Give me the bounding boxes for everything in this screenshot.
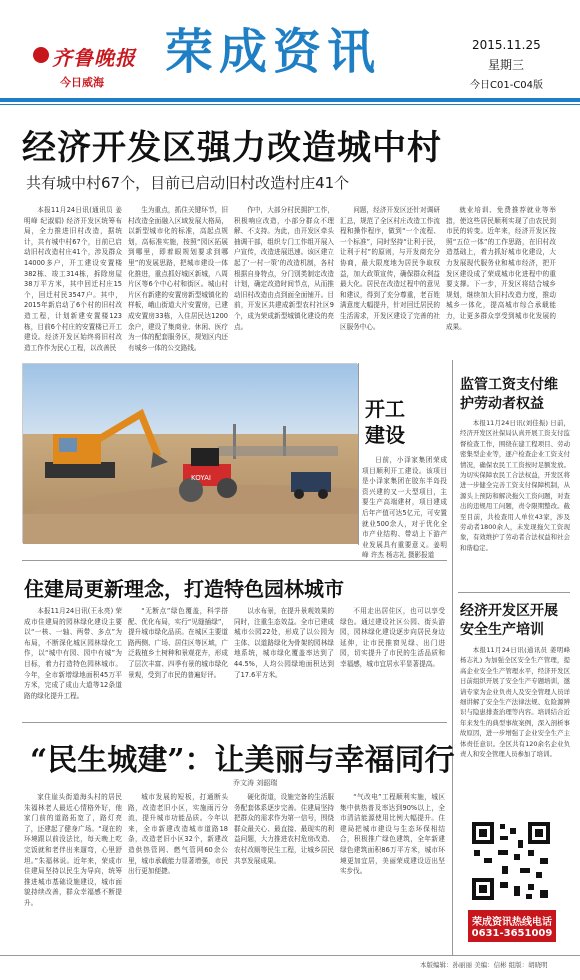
story3-column-1: 家住崖头街道海头村的居民朱福林老人最近心情格外好，他家门前的道路拓宽了，路灯亮了，还建起了健身广场。“现在的环境跟以前没法比，每天晚上吃完饭就和老伴出来遛弯，心里舒坦。”朱福林说。近年来，荣成市住建局坚持以民生为导向，统筹推进城市基础设施建设，城市面貌持续改善，群众幸福感不断提升。 xyxy=(24,793,122,907)
masthead-rule xyxy=(0,98,580,102)
story2-column-3: 以水布景，在提升景观效果的同时，注重生态效益。全市已建成城市公园22处，形成了以公园为主体、以道路绿化为骨架的园林绿地系统，城市绿化覆盖率达到了44.5%，人均公园绿地面积达到了17.6平方米。 xyxy=(234,607,334,679)
section-title: 荣成资讯 xyxy=(165,24,382,80)
hotline-title: 荣成资讯热线电话 xyxy=(472,917,552,928)
hotline-number: 0631-3651009 xyxy=(471,928,553,939)
lead-column-1: 本报11月24日讯(通讯员 姜明峰 纪淑娟) 经济开发区统筹布局，全力推进旧村改造，据统计，共有城中村67个，目前已启动旧村改造村庄41个，涉及群众14000多户，开工建设安置楼382栋、竣工314栋，拆除房屋38万平方米，其中回迁村庄15个，回迁村民3547户。其中，2015年新启动了6个村的旧村改造工程，计划新建安置楼123栋，目前6个村庄的安置楼已开工建设。经济开发区始终将旧村改造工作作为民心工程，以改善民 xyxy=(24,206,122,352)
footer-rule xyxy=(0,955,580,956)
lead-column-3: 作中，大部分村民拥护工作，积极响应改造，小部分群众不理解、不支持。为此，由开发区牵头抽调干部，组织专门工作组开展入户宣传，改造进展迅速。该区建立起了‘一村一策’的改造机制，各村根据自身特点，分门别类制定改造计划，确定改造时间节点，从而推动旧村改造由点到面全面铺开。目前，开发区共建成新型农村社区9个，成为荣成新型城镇化建设的亮点。 xyxy=(234,206,334,331)
story2-top-rule xyxy=(22,560,447,561)
story2-column-2: “无断点”绿色覆盖，科学搭配、优化布局，实行“见缝插绿”，提升城市绿化品质。在城区主要道路两侧、广场、居住区等区域，广泛栽植乡土树种和景观花卉，形成了层次丰富、四季有景的城市绿化景观，受到了市民的普遍好评。 xyxy=(128,607,228,679)
story2-column-4: 不用走出居住区，也可以享受绿色。通过建设社区公园、街头游园，园林绿化建设逐步向居民身边延伸，让市民推窗见绿、出门进园，切实提升了市民的生活品质和幸福感，城市宜居水平显著提高。 xyxy=(340,607,445,668)
photo-caption: 日前，小泽家集团荣成项目顺利开工建设。该项目是小泽家集团在胶东半岛投资兴建的又一大型项目，主要生产高端建材，项目建成后年产值可达5亿元，可安置就业500余人，对于优化全市产业结构、带动上下游产业发展具有重要意义。姜明峰 许杰 杨志礼 摄影报道 xyxy=(362,456,447,560)
issue-date: 2015.11.25 xyxy=(472,38,541,52)
lead-subheadline: 共有城中村67个，目前已启动旧村改造村庄41个 xyxy=(26,174,350,192)
story3-top-rule xyxy=(22,722,447,723)
editor-credits: 本版编辑：孙丽丽 美编：信彬 组版：胡晓明 xyxy=(420,961,548,969)
news-hotline-box xyxy=(468,910,556,942)
issue-weekday: 星期三 xyxy=(488,58,525,72)
photo-story-headline: 开工建设 xyxy=(365,397,405,447)
lead-column-5: 就业培训、免费推荐就业等举措，使这些居民顺利实现了由农民到市民的转变。近年来，经济开发区按照“五位一体”的工作思路，在旧村改造基础上，着力抓好城市化建设，大力发展现代服务业和城市经济，把开发区建设成了荣成城市化进程中的重要支撑。下一步，开发区将结合城乡规划，继续加大旧村改造力度，推动城乡一体化，提高城市综合承载能力，让更多群众享受到城市化发展的成果。 xyxy=(446,206,556,331)
side-story1-headline: 监管工资支付维护劳动者权益 xyxy=(460,377,558,412)
roller-brand-label: KOYAI xyxy=(191,474,211,482)
story3-column-2: 城市发展的短板，打通断头路，改造老旧小区，实施雨污分流，提升城市功能品质。今年以来，全市新建改造城市道路18条，改造老旧小区32个，新建改造供热管网、燃气管网60余公里，城市承载能力显著增强，市民出行更加便捷。 xyxy=(128,793,228,876)
qr-code-graphic xyxy=(470,820,552,902)
edition-label: 今日C01-C04版 xyxy=(470,80,544,91)
side-story2-headline: 经济开发区开展安全生产培训 xyxy=(460,603,558,638)
side-divider xyxy=(458,592,570,593)
side-story1-body: 本报11月24日讯(刘佳振) 日前，经济开发区社保局认真开展工资支付监督检查工作，围绕在建工程项目、劳动密集型企业等，逐户检查企业工资支付情况，确保农民工工资按时足额发放。为切实保障农民工合法权益，开发区将进一步健全完善工资支付保障机制，从源头上预防和解决拖欠工资问题，对查出的违规用工问题，责令限期整改。截至目前，共检查用人单位43家，涉及劳动者1800余人，未发现拖欠工资现象，有效维护了劳动者合法权益和社会和谐稳定。 xyxy=(460,419,570,552)
qr-code xyxy=(470,820,552,902)
story2-headline: 住建局更新理念，打造特色园林城市 xyxy=(24,577,344,601)
side-story2-body: 本报11月24日讯(通讯员 姜明峰 杨志礼) 为加强全区安全生产管理，提高企业安全生产管理水平，经济开发区日前组织开展了安全生产专题培训，邀请专家为企业负责人及安全管理人员详细讲解了安全生产法律法规、危险源辨识与隐患排查治理等内容。培训结合近年来发生的典型事故案例，深入剖析事故原因，进一步增强了企业安全生产主体责任意识。全区共有120余名企业负责人和安全管理人员参加了培训。 xyxy=(460,646,570,759)
story3-headline: “民生城建”：让美丽与幸福同行 xyxy=(30,743,455,778)
lead-column-4: 问题，经济开发区还针对调研汇总，规范了全区村庄改造工作流程和操作程序，做到“一个流程、一个标准”，同时坚持“让利于民，让利于村”的原则，与开发商充分协商，最大限度地为居民争取权益，加大政策宣传，确保群众利益最大化。居民在改造过程中的意见和建议，得到了充分尊重，老百姓满意度大幅提升，针对回迁居民的生活需求，开发区建设了完善的社区服务中心。 xyxy=(340,206,440,331)
story2-column-1: 本报11月24日讯(王永亮) 荣成市住建局的园林绿化建设主要以“一核、一轴、两带、多点”为布局，不断深化城区园林绿化工作，以“城中有园、园中有城”为目标，着力打造特色园林城市。今年，全市新增绿地面积45万平方米，完成了成山大道等12条道路的绿化提升工程。 xyxy=(24,607,122,700)
masthead-rule-thin xyxy=(0,104,580,105)
lead-headline: 经济开发区强力改造城中村 xyxy=(22,128,442,168)
story3-byline: 乔文涛 刘韶瑞 xyxy=(233,779,278,787)
newspaper-logo-icon xyxy=(33,47,49,63)
photo-divider xyxy=(358,363,359,545)
newspaper-logo: 齐鲁晚报 xyxy=(52,46,136,70)
story3-column-3: 硬化街道，设施完备的生活服务配套体系逐步完善。住建局坚持把群众的需求作为第一信号，围绕群众最关心、最直接、最现实的利益问题，大力推进农村危房改造、农村改厕等民生工程，让城乡居民共享发展成果。 xyxy=(234,793,334,865)
story3-column-4: “气改电”工程顺利实施，城区集中供热普及率达到90%以上，全市清洁能源使用比例大幅提升。住建局把城市建设与生态环保相结合，积极推广绿色建筑，全年新建绿色建筑面积86万平方米，城市环境更加宜居，美丽荣成建设迈出坚实步伐。 xyxy=(340,793,445,876)
lead-column-2: 生为重点，抓住关键环节，旧村改造全面融入区域发展大格局，以新型城市化的标准，高起点规划，高标准实施，按照“园区拓展到哪里，即着眼规划要求到哪里”的发展思路，把城市建设一体化推进，重点抓好城区新城，八周片区等6个中心村和街区。城山村片区有新建的安置房新型城镇化的样板，峨山街道大片安置房，已建成安置房33栋，入住居民达1200余户，建设了集商业、休闲、医疗为一体的配套服务区，规划区内还有城乡一体的公交路线。 xyxy=(128,206,228,352)
local-edition-label: 今日威海 xyxy=(60,76,104,89)
construction-site-photo xyxy=(22,363,357,543)
construction-scene xyxy=(23,364,358,544)
side-column-divider xyxy=(452,360,453,955)
